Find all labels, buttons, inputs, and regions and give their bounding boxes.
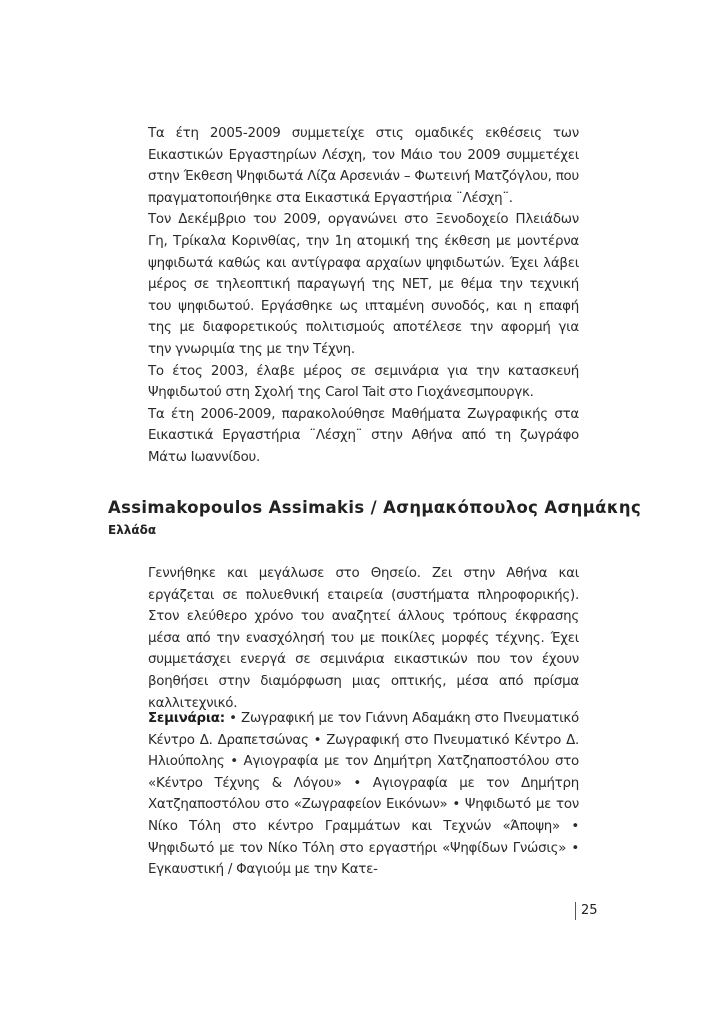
bio-paragraph: Το έτος 2003, έλαβε μέρος σε σεμινάρια για την κατασκευή Ψηφιδωτού στη Σχολή της Carol Tait στο Γιοχάνεσμπουργκ. (148, 363, 579, 401)
bio-paragraph: Τα έτη 2005-2009 συμμετείχε στις ομαδικές εκθέσεις των Εικαστικών Εργαστηρίων Λέσχη, τον Μάιο του 2009 συμμετέχει στην Έκθεση Ψηφιδωτά Λίζα Αρσενιάν – Φωτεινή Ματζόγλου, που πραγματοποιήθηκε στα Εικαστικά Εργαστήρια ¨Λέσχη¨. (148, 126, 579, 206)
seminars-section (148, 708, 579, 881)
seminars-label: Σεμινάρια: (148, 711, 225, 726)
seminars-list: • Ζωγραφική με τον Γιάννη Αδαμάκη στο Πνευματικό Κέντρο Δ. Δραπετσώνας • Ζωγραφική στο Πνευματικό Κέντρο Δ. Ηλιούπολης • Αγιογραφία με τον Δημήτρη Χατζηαποστόλου στο «Κέντρο Τέχνης & Λόγου» • Αγιογραφία με τον Δημήτρη Χατζηαποστόλου στο «Ζωγραφείον Εικόνων» • Ψηφιδωτό με τον Νίκο Τόλη στο κέντρο Γραμμάτων και Τεχνών «Άποψη» • Ψηφιδωτό με τον Νίκο Τόλη στο εργαστήρι «Ψηφίδων Γνώσις» • Εγκαυστική / Φαγιούμ με την Κατε- (148, 711, 579, 878)
bio-paragraph: Γεννήθηκε και μεγάλωσε στο Θησείο. Ζει στην Αθήνα και εργάζεται σε πολυεθνική εταιρεία (συστήματα πληροφορικής). Στον ελεύθερο χρόνο του αναζητεί άλλους τρόπους έκφρασης μέσα από την ενασχόλησή του με ποικίλες μορφές τέχνης. Έχει συμμετάσχει ενεργά σε σεμινάρια εικαστικών που τον έχουν βοηθήσει στην διαμόρφωση μιας οπτικής, μέσα από πρίσμα καλλιτεχνικό. (148, 566, 579, 711)
page-number: 25 (575, 902, 598, 920)
artist-country: Ελλάδα (108, 523, 157, 537)
bio-paragraph: Τα έτη 2006-2009, παρακολούθησε Μαθήματα Ζωγραφικής στα Εικαστικά Εργαστήρια ¨Λέσχη¨ στην Αθήνα από τη ζωγράφο Μάτω Ιωαννίδου. (148, 406, 579, 465)
previous-artist-bio (148, 123, 579, 469)
bio-paragraph: Τον Δεκέμβριο του 2009, οργανώνει στο Ξενοδοχείο Πλειάδων Γη, Τρίκαλα Κορινθίας, την 1η ατομική της έκθεση με μοντέρνα ψηφιδωτά καθώς και αντίγραφα αρχαίων ψηφιδωτών. Έχει λάβει μέρος σε τηλεοπτική παραγωγή της ΝΕΤ, με θέμα την τεχνική του ψηφιδωτού. Εργάσθηκε ως ιπταμένη συνοδός, και η επαφή της με διαφορετικούς πολιτισμούς αποτέλεσε την αφορμή για την γνωριμία της με την Τέχνη. (148, 212, 579, 357)
artist-bio (148, 563, 579, 714)
artist-name-heading: Assimakopoulos Assimakis / Ασημακόπουλος Ασημάκης (108, 498, 642, 517)
seminars-paragraph (148, 708, 579, 881)
